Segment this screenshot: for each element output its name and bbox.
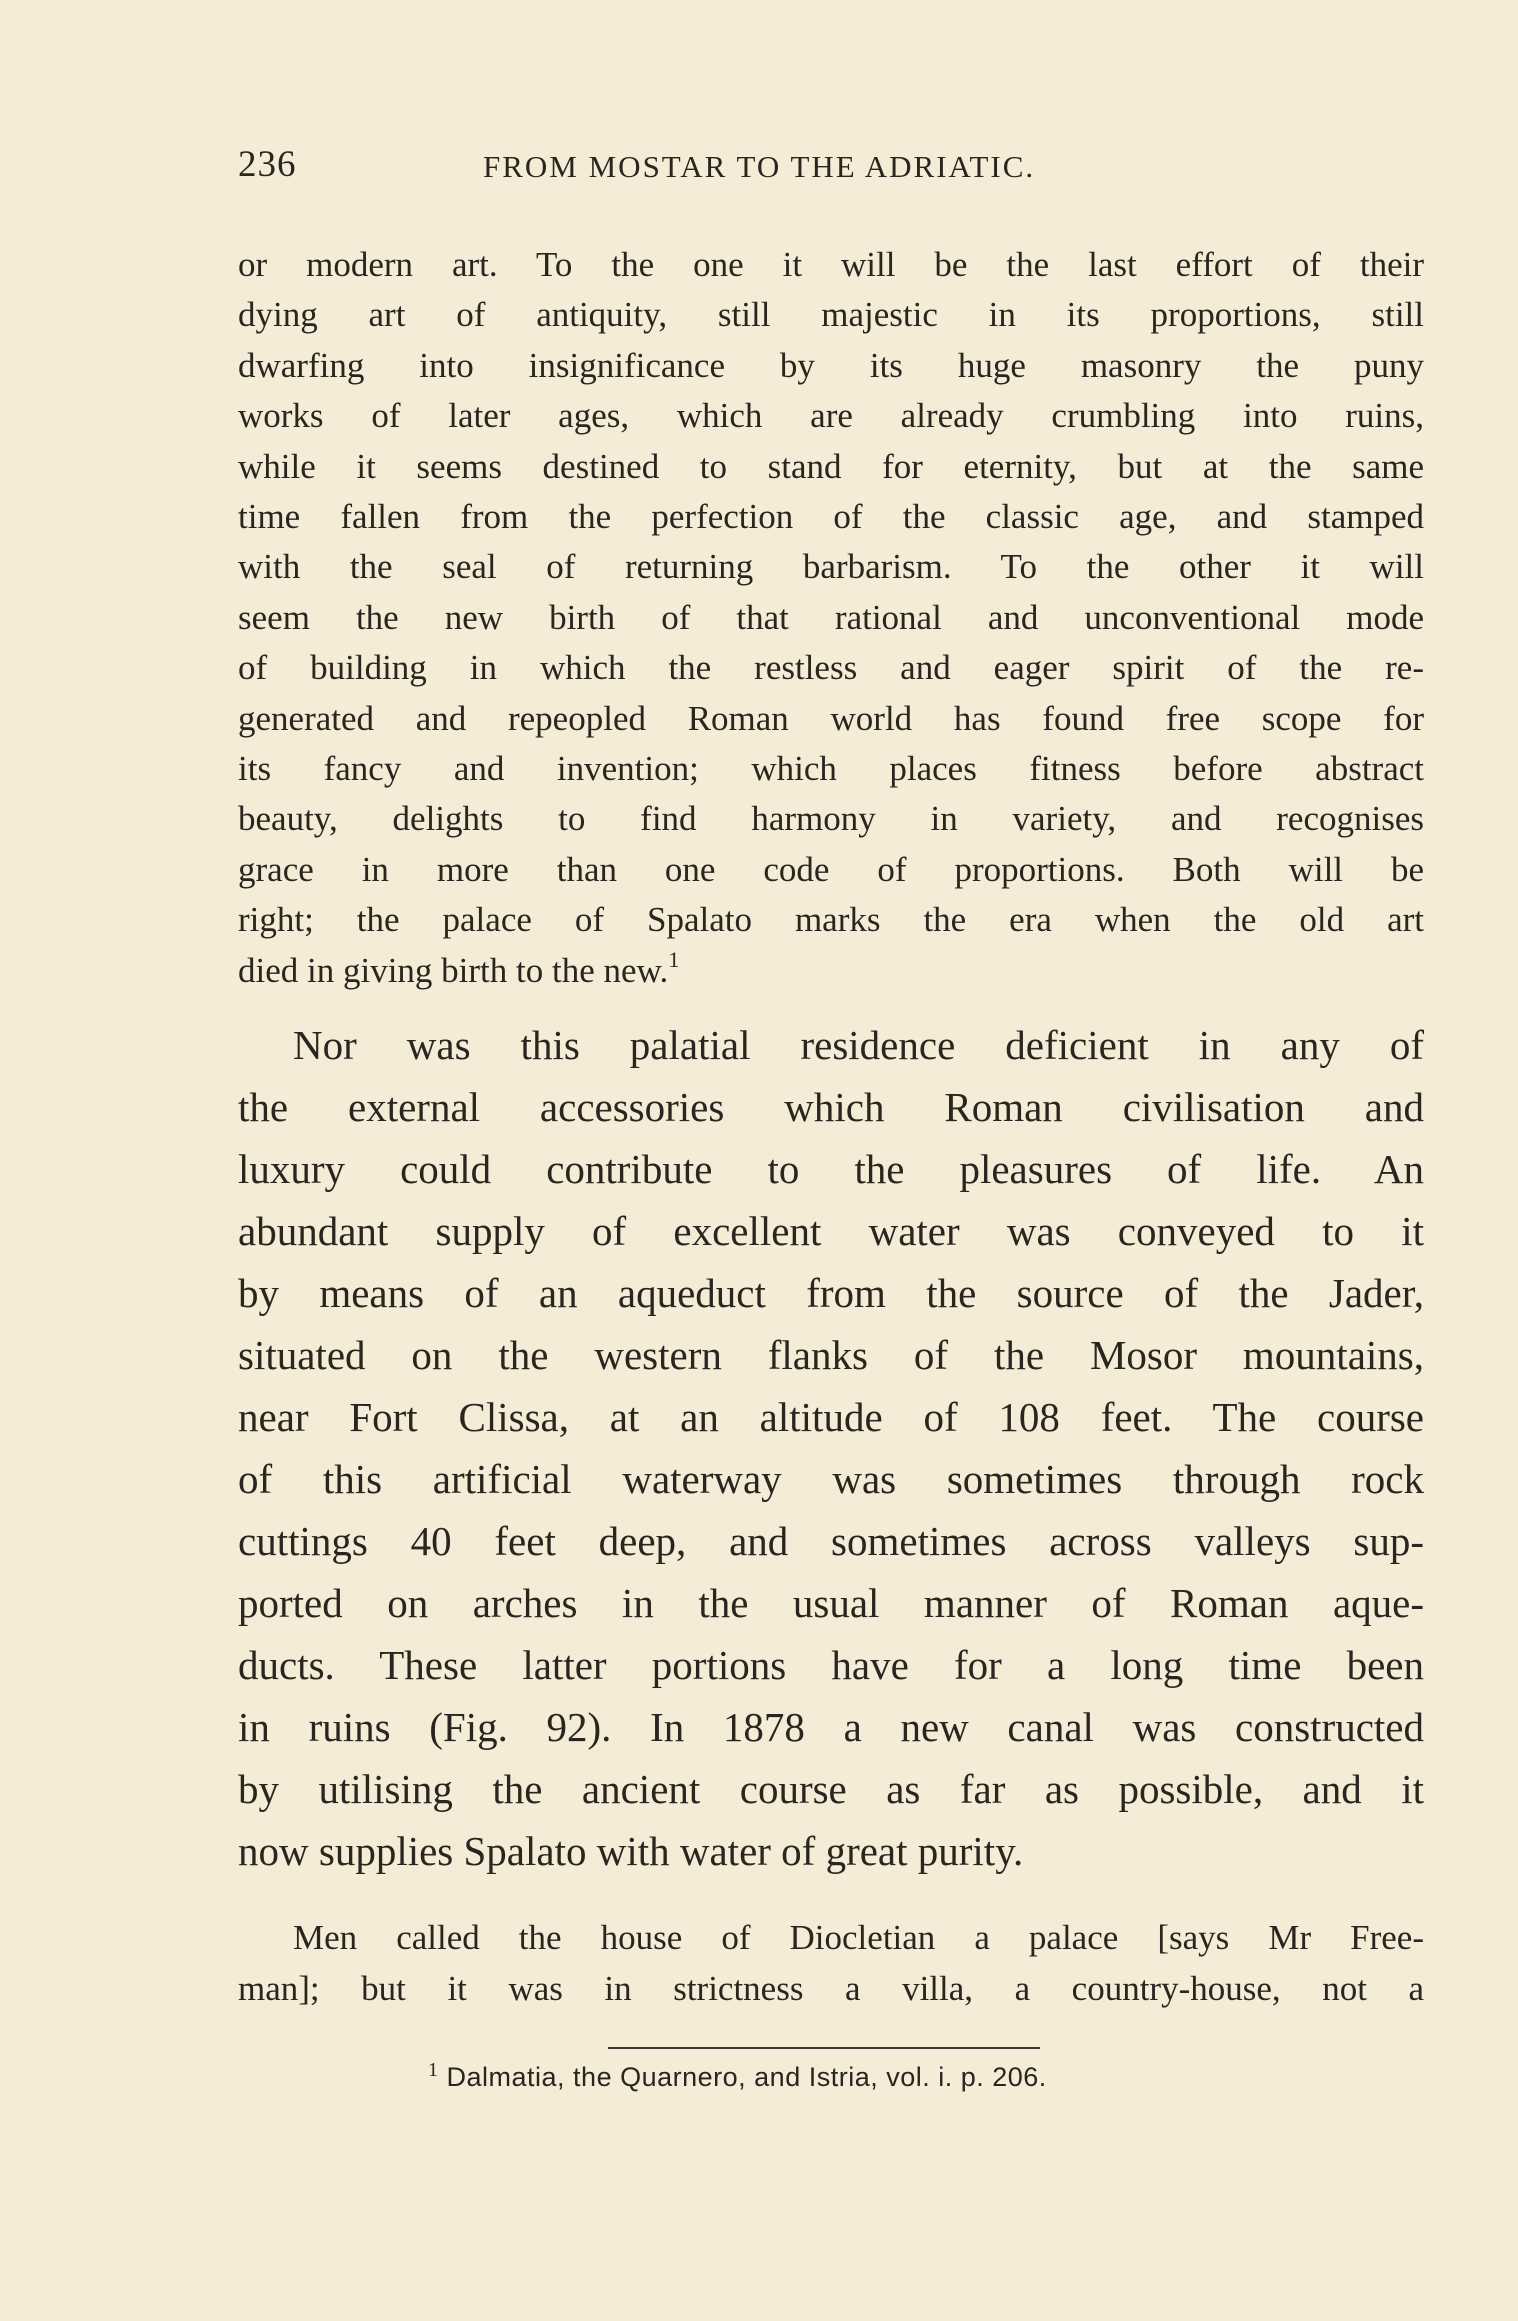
footnote-text: Dalmatia, the Quarnero, and Istria, vol. i. p. 206. <box>446 2062 1047 2092</box>
text-line-first: Nor was this palatial residence deficient in any of <box>293 1022 1424 1068</box>
text-line-content: died in giving birth to the new. <box>238 950 669 990</box>
text-line: ported on arches in the usual manner of Roman aque- <box>238 1580 1424 1626</box>
text-line: works of later ages, which are already crumbling into ruins, <box>238 396 1424 436</box>
body-paragraph <box>238 1014 1424 1882</box>
text-line-last <box>238 946 1424 996</box>
text-line: cuttings 40 feet deep, and sometimes across valleys sup- <box>238 1518 1424 1564</box>
running-title: FROM MOSTAR TO THE ADRIATIC. <box>483 149 1036 184</box>
text-line: time fallen from the perfection of the classic age, and stamped <box>238 497 1424 537</box>
text-line: grace in more than one code of proportions. Both will be <box>238 849 1424 889</box>
text-line: man]; but it was in strictness a villa, a country-house, not a <box>238 1969 1424 2008</box>
text-line: with the seal of returning barbarism. To the other it will <box>238 547 1424 587</box>
footnote-reference: 1 <box>668 946 680 972</box>
page-number: 236 <box>238 144 297 185</box>
text-line: abundant supply of excellent water was conveyed to it <box>238 1208 1424 1254</box>
text-line: the external accessories which Roman civilisation and <box>238 1084 1424 1130</box>
text-line-first: Men called the house of Diocletian a palace [says Mr Free- <box>293 1918 1424 1957</box>
text-line: of building in which the restless and eager spirit of the re- <box>238 648 1424 688</box>
text-line: its fancy and invention; which places fitness before abstract <box>238 749 1424 789</box>
text-line: or modern art. To the one it will be the last effort of their <box>238 245 1424 284</box>
text-line: near Fort Clissa, at an altitude of 108 feet. The course <box>238 1394 1424 1440</box>
text-line: dying art of antiquity, still majestic in its proportions, still <box>238 295 1424 335</box>
text-line: by means of an aqueduct from the source of the Jader, <box>238 1270 1424 1316</box>
text-line: luxury could contribute to the pleasures of life. An <box>238 1146 1424 1192</box>
text-line: by utilising the ancient course as far as possible, and it <box>238 1766 1424 1812</box>
footnote-divider <box>608 2047 1040 2049</box>
text-line: of this artificial waterway was sometimes through rock <box>238 1456 1424 1502</box>
block-quote-top <box>238 240 1424 996</box>
text-line: generated and repeopled Roman world has found free scope for <box>238 698 1424 738</box>
text-line: while it seems destined to stand for eternity, but at the same <box>238 446 1424 486</box>
text-line: in ruins (Fig. 92). In 1878 a new canal was constructed <box>238 1704 1424 1750</box>
block-quote-bottom <box>238 1912 1424 2014</box>
running-head <box>238 143 1424 193</box>
text-line: ducts. These latter portions have for a long time been <box>238 1642 1424 1688</box>
footnote <box>428 2059 1047 2093</box>
footnote-marker: 1 <box>428 2059 439 2081</box>
text-line-last: now supplies Spalato with water of great purity. <box>238 1828 1024 1874</box>
text-line: dwarfing into insignificance by its huge masonry the puny <box>238 345 1424 385</box>
text-line: situated on the western flanks of the Mosor mountains, <box>238 1332 1424 1378</box>
text-line: right; the palace of Spalato marks the era when the old art <box>238 900 1424 940</box>
text-line: beauty, delights to find harmony in variety, and recognises <box>238 799 1424 839</box>
text-line: seem the new birth of that rational and unconventional mode <box>238 597 1424 637</box>
